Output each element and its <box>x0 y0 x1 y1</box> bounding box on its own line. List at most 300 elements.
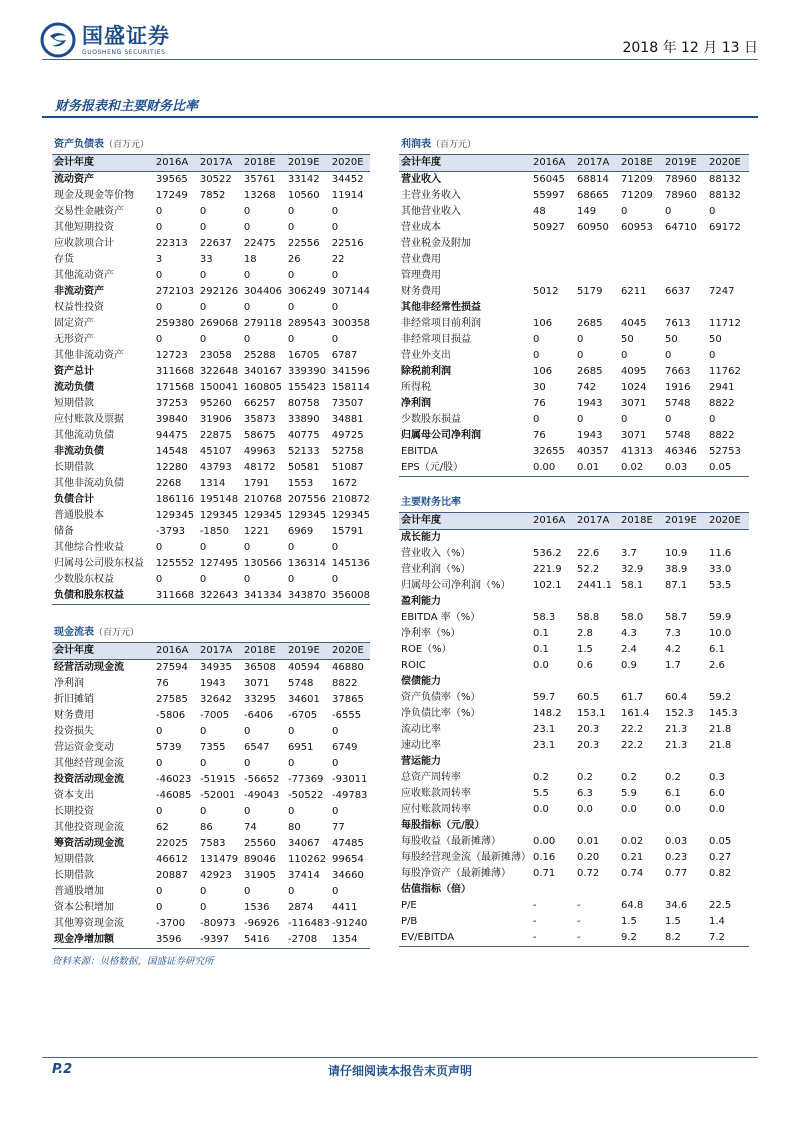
cell-value: -91240 <box>332 918 368 929</box>
table-row <box>52 508 370 524</box>
cell-value: 292126 <box>199 286 239 297</box>
cell-value: 50 <box>665 334 678 345</box>
cell-value: 0 <box>243 334 251 345</box>
cell-value: 0 <box>155 334 163 345</box>
cell-value: 22.5 <box>709 900 732 911</box>
header-year: 2019E <box>663 513 707 530</box>
table-row <box>399 428 749 444</box>
cell-value <box>531 252 575 268</box>
cell-value: 5739 <box>156 742 182 753</box>
cell-value: 22875 <box>199 430 232 441</box>
cell-value: -6705 <box>288 710 318 721</box>
cell-value: -51915 <box>200 774 236 785</box>
cell-value: 341334 <box>242 588 286 605</box>
cell-value <box>619 882 663 898</box>
cell-value: 129345 <box>287 510 327 521</box>
cell-value: 0 <box>533 350 540 361</box>
cell-value: 0.6 <box>577 660 593 671</box>
cell-value: 50927 <box>533 222 565 233</box>
table-row <box>399 578 749 594</box>
cell-value <box>707 754 749 770</box>
table-title-text: 资产负债表 <box>54 139 104 150</box>
cell-value: 0 <box>709 206 716 217</box>
cell-value: 0 <box>287 334 295 345</box>
cell-value: 130566 <box>243 558 283 569</box>
cell-value: 0 <box>156 902 163 913</box>
cell-value: 0 <box>665 414 672 425</box>
cell-value: 0 <box>287 302 295 313</box>
row-label: 非流动资产 <box>54 286 104 297</box>
cell-value: 1943 <box>200 678 226 689</box>
cell-value: 12723 <box>155 350 188 361</box>
cell-value: 37253 <box>155 398 188 409</box>
cell-value: 158114 <box>331 382 370 393</box>
header-label: 会计年度 <box>52 155 154 172</box>
cell-value: 38.9 <box>665 564 688 575</box>
row-label: 流动资产 <box>54 174 94 185</box>
cell-value: 0 <box>243 302 251 313</box>
cell-value: 10.0 <box>709 628 732 639</box>
cell-value: 95260 <box>199 398 232 409</box>
header-year: 2018E <box>619 513 663 530</box>
cell-value <box>575 268 619 284</box>
cell-value: 0.02 <box>619 460 663 477</box>
cell-value <box>663 754 707 770</box>
table-row <box>52 188 370 204</box>
header-label: 会计年度 <box>399 155 531 172</box>
table-row <box>399 770 749 786</box>
table-row <box>52 540 370 556</box>
cell-value: 71209 <box>621 190 653 201</box>
cell-value: 76 <box>533 398 546 409</box>
cell-value: 0 <box>533 334 540 345</box>
row-label: 净利润 <box>54 678 84 689</box>
cell-value: 40594 <box>288 662 320 673</box>
table-row <box>52 364 370 380</box>
cell-value: 0.1 <box>533 644 549 655</box>
row-label: 归属母公司股东权益 <box>54 558 144 569</box>
cell-value <box>619 530 663 547</box>
cell-value: 33142 <box>287 174 320 185</box>
row-label: 财务费用 <box>401 286 441 297</box>
row-label: P/E <box>401 900 417 911</box>
cell-value: - <box>575 930 619 947</box>
cell-value: 48172 <box>243 462 276 473</box>
table-row <box>52 884 370 900</box>
header-year: 2016A <box>154 155 198 172</box>
row-label: 流动负债 <box>54 382 94 393</box>
cell-value: 7583 <box>200 838 226 849</box>
header-year: 2019E <box>286 643 330 660</box>
cell-value: 0 <box>199 574 207 585</box>
table-title-text: 主要财务比率 <box>401 497 461 508</box>
cell-value: 0.1 <box>533 628 549 639</box>
table-title <box>52 136 370 155</box>
cell-value: 43793 <box>199 462 232 473</box>
cell-value: 0.77 <box>665 868 688 879</box>
cell-value: 0.0 <box>621 804 637 815</box>
cell-value: - <box>533 900 537 911</box>
table-row <box>399 530 749 547</box>
header-label: 会计年度 <box>399 513 531 530</box>
cell-value: 0 <box>244 806 251 817</box>
table-row <box>399 412 749 428</box>
cell-value: 6.3 <box>577 788 593 799</box>
cell-value: 0.05 <box>707 460 749 477</box>
cell-value: 0.2 <box>621 772 637 783</box>
table-row <box>52 804 370 820</box>
cell-value <box>575 252 619 268</box>
table-row <box>399 626 749 642</box>
cell-value: 0.9 <box>621 660 637 671</box>
cell-value: -3700 <box>156 918 186 929</box>
table-row <box>52 492 370 508</box>
cell-value: 33 <box>199 254 213 265</box>
table-row <box>52 772 370 788</box>
cell-value: -9397 <box>198 932 242 949</box>
table-title <box>399 136 749 155</box>
cell-value: 10.9 <box>665 548 688 559</box>
row-label: 营业税金及附加 <box>401 238 471 249</box>
cell-value: 155423 <box>287 382 327 393</box>
cell-value: 8822 <box>709 398 735 409</box>
cell-value: 1943 <box>577 398 603 409</box>
row-label: 归属母公司净利润（%） <box>401 580 511 591</box>
cell-value: 59.2 <box>709 692 732 703</box>
cell-value: 0 <box>577 414 584 425</box>
cell-value: 311668 <box>154 588 198 605</box>
table-row <box>399 546 749 562</box>
cell-value: 0.0 <box>577 804 593 815</box>
cell-value: 1791 <box>243 478 270 489</box>
cell-value: 20.3 <box>577 724 600 735</box>
header-year: 2020E <box>330 643 370 660</box>
table-row <box>52 316 370 332</box>
row-label: 其他非经常性损益 <box>401 302 481 313</box>
cell-value <box>619 300 663 316</box>
cell-value: - <box>533 916 537 927</box>
cell-value <box>663 530 707 547</box>
cell-value: -49783 <box>332 790 368 801</box>
table-title-text: 利润表 <box>401 139 431 150</box>
cell-value: 0 <box>244 886 251 897</box>
cell-value: 7663 <box>665 366 691 377</box>
cell-value: 343870 <box>286 588 330 605</box>
cell-value: 50581 <box>287 462 320 473</box>
cell-value: 76 <box>156 678 169 689</box>
cell-value <box>663 594 707 610</box>
cell-value: 35761 <box>243 174 276 185</box>
cell-value: 9.2 <box>619 930 663 947</box>
header-year: 2019E <box>286 155 330 172</box>
cell-value: 129345 <box>331 510 370 521</box>
row-label: 其他非流动负债 <box>54 478 124 489</box>
table-row <box>399 284 749 300</box>
cell-value <box>663 268 707 284</box>
cell-value: 78960 <box>665 190 697 201</box>
cell-value: 106 <box>533 318 553 329</box>
table-row <box>399 786 749 802</box>
cell-value: -52001 <box>200 790 236 801</box>
cell-value: 6.0 <box>709 788 725 799</box>
row-label: 营业外支出 <box>401 350 451 361</box>
table-unit: （百万元） <box>431 140 477 150</box>
cell-value <box>707 530 749 547</box>
row-label: 其他筹资现金流 <box>54 918 124 929</box>
table-row <box>52 476 370 492</box>
cell-value: 5748 <box>288 678 314 689</box>
header-year: 2019E <box>663 155 707 172</box>
cell-value: 20.3 <box>577 740 600 751</box>
cell-value: 2.8 <box>577 628 593 639</box>
cell-value: 6547 <box>244 742 270 753</box>
cell-value: 6787 <box>331 350 358 361</box>
cell-value: 13268 <box>243 190 276 201</box>
table-row <box>399 348 749 364</box>
cell-value: 0.03 <box>665 836 688 847</box>
cell-value: 0 <box>287 206 295 217</box>
cell-value: 8822 <box>332 678 358 689</box>
row-label: 投资损失 <box>54 726 94 737</box>
cell-value: 0 <box>200 726 207 737</box>
cell-value: 3.7 <box>621 548 637 559</box>
row-label: 折旧摊销 <box>54 694 94 705</box>
row-label: 负债和股东权益 <box>52 588 154 605</box>
cell-value: 339390 <box>287 366 327 377</box>
cell-value: -7005 <box>200 710 230 721</box>
cell-value: 45107 <box>199 446 232 457</box>
cell-value: 3596 <box>154 932 198 949</box>
cell-value: 5748 <box>665 430 691 441</box>
table-row <box>399 658 749 674</box>
row-label: 资本公积增加 <box>54 902 114 913</box>
cell-value: -5806 <box>156 710 186 721</box>
row-label: 净利率（%） <box>401 628 461 639</box>
row-label: 现金净增加额 <box>52 932 154 949</box>
footer-divider <box>42 1057 758 1058</box>
cash-flow-table <box>52 624 370 949</box>
row-label: 偿债能力 <box>401 676 441 687</box>
cell-value: -6406 <box>244 710 274 721</box>
cell-value: 32.9 <box>621 564 644 575</box>
cell-value: 0 <box>331 574 339 585</box>
cell-value: 22637 <box>199 238 232 249</box>
table-row <box>52 916 370 932</box>
cell-value: 46880 <box>332 662 364 673</box>
table-row <box>52 380 370 396</box>
cell-value: 0 <box>199 334 207 345</box>
row-label: 每股经营现金流（最新摊薄） <box>401 852 531 863</box>
header-divider <box>42 59 758 60</box>
table-row <box>399 802 749 818</box>
table-row <box>52 204 370 220</box>
cell-value: 1354 <box>330 932 370 949</box>
cell-value: 356008 <box>330 588 370 605</box>
table-row <box>52 868 370 884</box>
cell-value: 0.01 <box>575 460 619 477</box>
table-row <box>399 690 749 706</box>
cell-value: 59.7 <box>533 692 556 703</box>
cell-value: -80973 <box>200 918 236 929</box>
cell-value: 33.0 <box>709 564 732 575</box>
cell-value: 34.6 <box>665 900 688 911</box>
table-row <box>52 348 370 364</box>
cell-value <box>531 674 575 690</box>
cell-value: 171568 <box>155 382 195 393</box>
cell-value: 1024 <box>621 382 647 393</box>
cell-value: 0 <box>199 270 207 281</box>
cell-value: 0 <box>200 758 207 769</box>
cell-value: 127495 <box>199 558 239 569</box>
cell-value: 52758 <box>331 446 364 457</box>
cell-value: 341596 <box>331 366 370 377</box>
cell-value: - <box>531 930 575 947</box>
row-label: 短期借款 <box>54 854 94 865</box>
row-label: 营业成本 <box>401 222 441 233</box>
table-row <box>399 396 749 412</box>
cell-value: 0 <box>288 758 295 769</box>
cell-value <box>663 818 707 834</box>
cell-value: 0.20 <box>577 852 600 863</box>
cell-value: 0.0 <box>533 660 549 671</box>
cell-value: 58.7 <box>665 612 688 623</box>
cell-value: 33890 <box>287 414 320 425</box>
row-label: 营业收入（%） <box>401 548 471 559</box>
cell-value: 52.2 <box>577 564 600 575</box>
cell-value: 22556 <box>287 238 320 249</box>
cell-value: 31906 <box>199 414 232 425</box>
cell-value: 150041 <box>199 382 239 393</box>
row-label: 其他经营现金流 <box>54 758 124 769</box>
cell-value <box>619 818 663 834</box>
cell-value: 269068 <box>199 318 239 329</box>
row-label: 储备 <box>54 526 74 537</box>
cell-value <box>575 882 619 898</box>
row-label: 筹资活动现金流 <box>54 838 124 849</box>
cell-value: 25560 <box>244 838 276 849</box>
cell-value: 0 <box>287 574 295 585</box>
cell-value: 0 <box>287 270 295 281</box>
cell-value: 0 <box>665 206 672 217</box>
cell-value: 34881 <box>331 414 364 425</box>
cell-value: 20887 <box>156 870 188 881</box>
row-label: 普通股股本 <box>54 510 104 521</box>
cell-value: 31905 <box>244 870 276 881</box>
section-title: 财务报表和主要财务比率 <box>55 99 199 114</box>
cell-value: 259380 <box>155 318 195 329</box>
table-row <box>52 676 370 692</box>
table-row <box>52 444 370 460</box>
cell-value: 32642 <box>200 694 232 705</box>
cell-value: - <box>577 900 581 911</box>
row-label: EBITDA 率（%） <box>401 612 481 623</box>
cell-value <box>531 268 575 284</box>
cell-value: 0.2 <box>665 772 681 783</box>
table-row <box>52 756 370 772</box>
cell-value <box>575 530 619 547</box>
cell-value: 0 <box>533 414 540 425</box>
table-row <box>399 738 749 754</box>
cell-value: 5012 <box>533 286 559 297</box>
cell-value: -49043 <box>244 790 280 801</box>
table-row <box>399 172 749 189</box>
cell-value <box>663 882 707 898</box>
data-source-note: 资料来源：贝格数据，国盛证券研究所 <box>52 956 214 967</box>
cell-value: 0 <box>331 222 339 233</box>
row-label: 净利润 <box>401 398 431 409</box>
table-row <box>52 588 370 605</box>
cell-value: 10560 <box>287 190 320 201</box>
cell-value: 1.5 <box>577 644 593 655</box>
table-header-row <box>399 513 749 530</box>
header-year: 2018E <box>619 155 663 172</box>
table-row <box>52 460 370 476</box>
cell-value <box>707 236 749 252</box>
cell-value: 88132 <box>709 190 741 201</box>
cell-value: 49963 <box>243 446 276 457</box>
cell-value: 0 <box>288 886 295 897</box>
cell-value: 66257 <box>243 398 276 409</box>
table-row <box>52 396 370 412</box>
row-label: 资本支出 <box>54 790 94 801</box>
cell-value: 0 <box>243 206 251 217</box>
cell-value: 69172 <box>709 222 741 233</box>
company-logo <box>40 22 170 58</box>
cell-value: 7355 <box>200 742 226 753</box>
cell-value: 0.82 <box>709 868 732 879</box>
cell-value: 35873 <box>243 414 276 425</box>
cell-value <box>619 594 663 610</box>
row-label: 净负债比率（%） <box>401 708 481 719</box>
table-row <box>399 610 749 626</box>
table-row <box>52 788 370 804</box>
cell-value <box>531 594 575 610</box>
cell-value <box>707 818 749 834</box>
cell-value: 6969 <box>287 526 314 537</box>
cell-value: 41313 <box>621 446 653 457</box>
cell-value: 4.3 <box>621 628 637 639</box>
cell-value: -3793 <box>155 526 185 537</box>
cell-value <box>575 754 619 770</box>
cell-value <box>619 268 663 284</box>
table-row <box>52 932 370 949</box>
cell-value: 1.7 <box>665 660 681 671</box>
cell-value: 0 <box>709 350 716 361</box>
cell-value: -46085 <box>156 790 192 801</box>
cell-value: 322643 <box>198 588 242 605</box>
row-label: 营业费用 <box>401 254 441 265</box>
table-row <box>399 706 749 722</box>
cell-value: 64.8 <box>621 900 644 911</box>
cell-value: -6555 <box>332 710 362 721</box>
cell-value: 30 <box>533 382 546 393</box>
cell-value: 152.3 <box>665 708 694 719</box>
cell-value: 0 <box>331 206 339 217</box>
cell-value: 33295 <box>244 694 276 705</box>
cell-value: 742 <box>577 382 597 393</box>
logo-english-name: GUOSHENG SECURITIES <box>82 48 166 56</box>
cell-value: 0.03 <box>663 460 707 477</box>
cell-value: 46612 <box>156 854 188 865</box>
cell-value <box>707 882 749 898</box>
table-row <box>399 930 749 947</box>
cell-value: 34660 <box>332 870 364 881</box>
cell-value: 300358 <box>331 318 370 329</box>
cell-value <box>531 818 575 834</box>
table-header-row <box>52 155 370 172</box>
cell-value: 80758 <box>287 398 320 409</box>
cell-value: 56045 <box>533 174 565 185</box>
